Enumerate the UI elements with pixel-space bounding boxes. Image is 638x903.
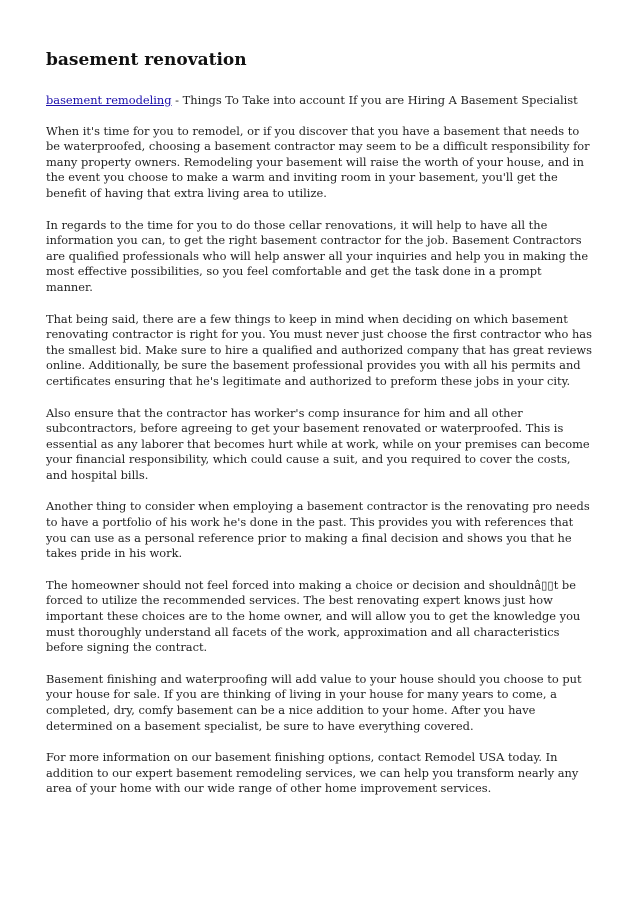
paragraph-3: That being said, there are a few things to keep in mind when deciding on which basement renovating contractor is right for you. You must never just choose the first contractor who has the smallest bid. Make sure to hire a qualified and authorized company that has great reviews online. Additionally, be sure the basement professional provides you with all his permits and certificates ensuring that he's legitimate and authorized to preform these jobs in your city. [46,311,592,388]
paragraph-5: Another thing to consider when employing a basement contractor is the renovating pro needs to have a portfolio of his work he's done in the past. This provides you with references that you can use as a personal reference prior to making a final decision and shows you that he takes pride in his work. [46,499,590,561]
basement-remodeling-link[interactable]: basement remodeling [46,93,172,107]
paragraph-6: The homeowner should not feel forced into making a choice or decision and shouldnâ▯▯t be forced to utilize the recommended services. The best renovating expert knows just how important these choices are to the home owner, and will allow you to get the knowledge you must thoroughly understand all facets of the work, approximation and all characteristics before signing the contract. [46,577,581,655]
paragraph-1: When it's time for you to remodel, or if you discover that you have a basement that needs to be waterproofed, choosing a basement contractor may seem to be a difficult responsibility for many property owners. Remodeling your basement will raise the worth of your house, and in the event you choose to make a warm and inviting room in your basement, you'll get the benefit of having that extra living area to utilize. [46,123,590,200]
intro-line [46,93,592,109]
paragraph-7: Basement finishing and waterproofing will add value to your house should you choose to put your house for sale. If you are thinking of living in your house for many years to come, a completed, dry, comfy basement can be a nice addition to your home. After you have determined on a basement specialist, be sure to have everything covered. [46,671,582,733]
intro-text: - Things To Take into account If you are Hiring A Basement Specialist [171,93,578,107]
page-title: basement renovation [46,50,247,70]
paragraph-2: In regards to the time for you to do those cellar renovations, it will help to have all the information you can, to get the right basement contractor for the job. Basement Contractors are qualified professionals who will help answer all your inquiries and help you in making the most effective possibilities, so you feel comfortable and get the task done in a prompt manner. [46,217,589,294]
document-page [46,50,592,813]
paragraph-8: For more information on our basement finishing options, contact Remodel USA today. In addition to our expert basement remodeling services, we can help you transform nearly any area of your home with our wide range of other home improvement services. [46,750,579,796]
paragraph-4: Also ensure that the contractor has worker's comp insurance for him and all other subcontractors, before agreeing to get your basement renovated or waterproofed. This is essential as any laborer that becomes hurt while at work, while on your premises can become your financial responsibility, which could cause a suit, and you required to cover the costs, and hospital bills. [46,405,590,482]
